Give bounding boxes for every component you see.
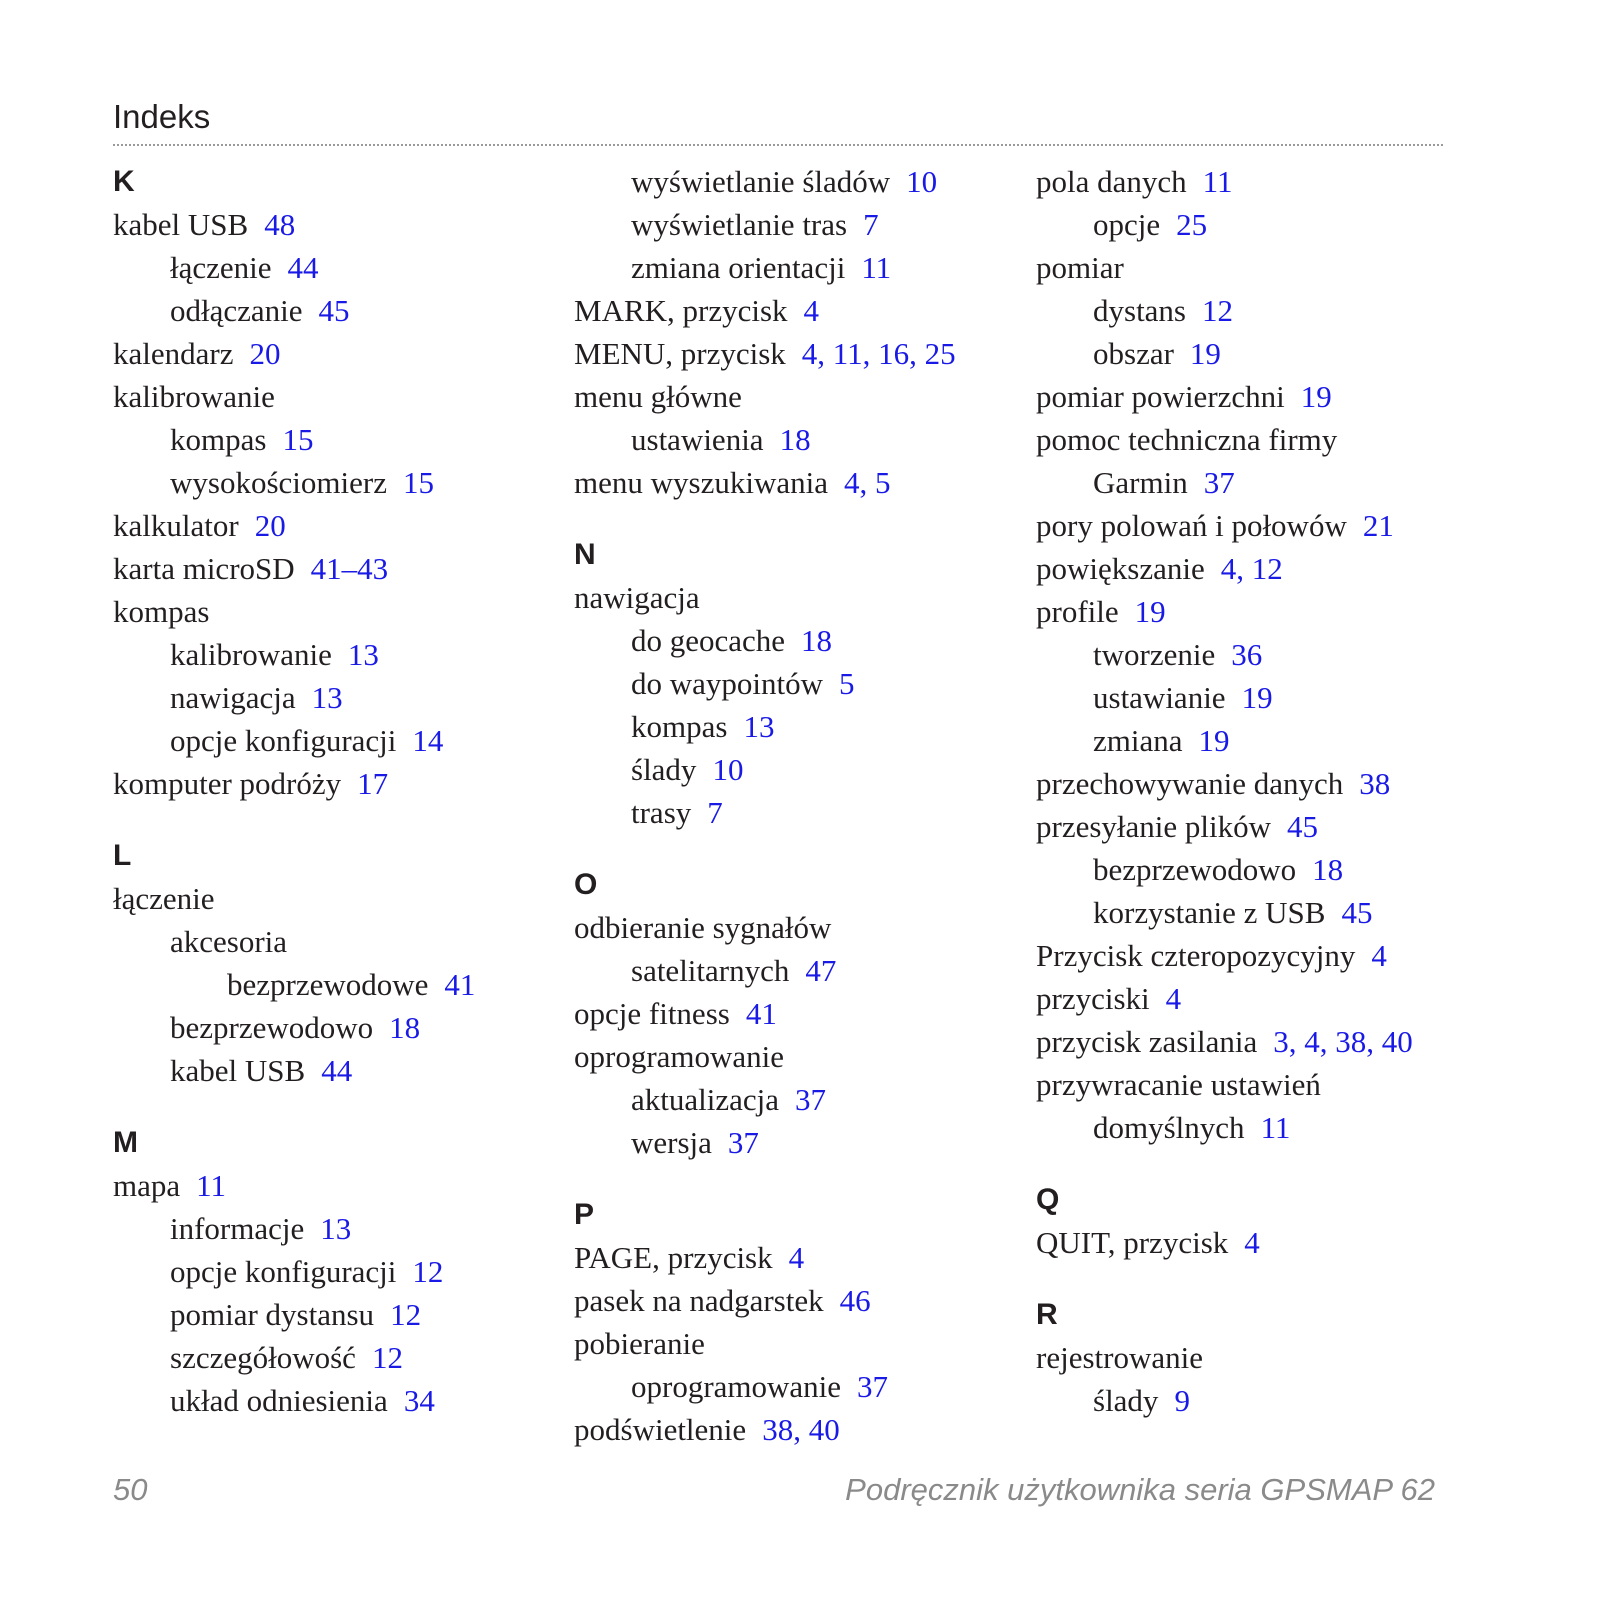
section-gap: [113, 805, 475, 834]
index-term: do waypointów: [631, 666, 824, 701]
index-entry: [113, 1049, 475, 1092]
page-reference-link[interactable]: 19: [1189, 336, 1221, 371]
index-term: MENU, przycisk: [574, 336, 786, 371]
index-entry: [1036, 977, 1413, 1020]
index-entry: [1036, 203, 1413, 246]
index-entry: [113, 289, 475, 332]
index-term: przywracanie ustawień: [1036, 1067, 1321, 1102]
index-term: domyślnych: [1093, 1110, 1245, 1145]
index-term: ustawienia: [631, 422, 764, 457]
page-reference-link[interactable]: 34: [403, 1383, 435, 1418]
index-entry: [574, 1365, 956, 1408]
index-term: bezprzewodowo: [1093, 852, 1297, 887]
page-reference-link[interactable]: 4: [1371, 938, 1387, 973]
index-entry: [113, 963, 475, 1006]
index-entry: [1036, 1221, 1413, 1264]
index-section-letter: M: [113, 1126, 138, 1159]
index-entry: [1036, 1379, 1413, 1422]
index-entry: [1036, 633, 1413, 676]
index-section-letter: N: [574, 538, 596, 571]
index-term: menu główne: [574, 379, 742, 414]
page-reference-link[interactable]: 4: [1165, 981, 1182, 1016]
index-term: pory polowań i połowów: [1036, 508, 1347, 543]
page-reference-link[interactable]: 47: [805, 953, 837, 988]
page-reference-link[interactable]: 12: [1202, 293, 1233, 328]
index-entry: [113, 203, 475, 246]
index-term: bezprzewodowo: [170, 1010, 374, 1045]
index-term: ślady: [631, 752, 697, 787]
footer-manual-title: Podręcznik użytkownika seria GPSMAP 62: [845, 1472, 1435, 1507]
index-entry: [113, 1250, 475, 1293]
index-term: MARK, przycisk: [574, 293, 788, 328]
index-term: menu wyszukiwania: [574, 465, 828, 500]
index-term: karta microSD: [113, 551, 295, 586]
section-gap: [574, 1164, 956, 1193]
section-gap: [113, 1092, 475, 1121]
index-entry: [1036, 375, 1413, 418]
index-term: kabel USB: [170, 1053, 306, 1088]
index-term: do geocache: [631, 623, 786, 658]
page-reference-link[interactable]: 45: [1341, 895, 1373, 930]
index-term: oprogramowanie: [574, 1039, 785, 1074]
index-term: pola danych: [1036, 164, 1187, 199]
index-entry: [1036, 1020, 1413, 1063]
index-term: zmiana: [1093, 723, 1183, 758]
page-reference-link[interactable]: 18: [801, 623, 833, 658]
index-term: opcje konfiguracji: [170, 723, 397, 758]
page-reference-link[interactable]: 13: [320, 1211, 352, 1246]
index-entry: [574, 418, 956, 461]
page-reference-link[interactable]: 11: [861, 250, 892, 285]
page-reference-link[interactable]: 19: [1134, 594, 1166, 629]
index-term: Garmin: [1093, 465, 1188, 500]
section-gap: [574, 834, 956, 863]
page-reference-link[interactable]: 11: [196, 1168, 226, 1203]
index-term: komputer podróży: [113, 766, 342, 801]
index-entry: [1036, 891, 1413, 934]
page-reference-link[interactable]: 12: [371, 1340, 403, 1375]
page-reference-link[interactable]: 21: [1362, 508, 1394, 543]
index-term: obszar: [1093, 336, 1174, 371]
header-divider: [113, 144, 1443, 146]
index-term: pomiar powierzchni: [1036, 379, 1285, 414]
index-term: profile: [1036, 594, 1119, 629]
index-column-3: [1036, 160, 1413, 1422]
index-term: przechowywanie danych: [1036, 766, 1344, 801]
index-entry: [1036, 934, 1413, 977]
section-gap: [1036, 1264, 1413, 1293]
index-entry: [574, 748, 956, 791]
index-entry: [1036, 719, 1413, 762]
index-column-1: [113, 160, 475, 1422]
index-entry: [574, 791, 956, 834]
index-section-letter: K: [113, 165, 135, 198]
index-entry: [1036, 1106, 1413, 1149]
index-term: układ odniesienia: [170, 1383, 388, 1418]
index-entry: [1036, 504, 1413, 547]
index-entry: [1036, 332, 1413, 375]
section-gap: [574, 504, 956, 533]
index-section-letter: Q: [1036, 1183, 1060, 1216]
index-entry: [113, 1207, 475, 1250]
index-term: mapa: [113, 1168, 181, 1203]
page-reference-link[interactable]: 4: [788, 1240, 805, 1275]
index-term: szczegółowość: [170, 1340, 356, 1375]
index-entry: [574, 576, 956, 619]
page-reference-link[interactable]: 7: [863, 207, 879, 242]
index-entry: [113, 877, 475, 920]
index-term: informacje: [170, 1211, 305, 1246]
index-term: pomiar dystansu: [170, 1297, 375, 1332]
index-entry: [1036, 590, 1413, 633]
index-term: Przycisk czteropozycyjny: [1036, 938, 1356, 973]
index-term: nawigacja: [170, 680, 296, 715]
index-term: PAGE, przycisk: [574, 1240, 773, 1275]
page-reference-link[interactable]: 19: [1198, 723, 1230, 758]
page-reference-link[interactable]: 45: [318, 293, 350, 328]
index-section-letter: O: [574, 868, 598, 901]
page-reference-link[interactable]: 36: [1231, 637, 1263, 672]
index-term: akcesoria: [170, 924, 288, 959]
index-entry: [1036, 461, 1413, 504]
index-entry: [574, 662, 956, 705]
index-entry: [574, 1121, 956, 1164]
page-reference-link[interactable]: 37: [727, 1125, 759, 1160]
page-reference-link[interactable]: 41: [745, 996, 777, 1031]
page-reference-link[interactable]: 41–43: [310, 551, 389, 586]
page-reference-link[interactable]: 3, 4, 38, 40: [1273, 1024, 1413, 1059]
index-entry: [574, 1078, 956, 1121]
index-entry: [113, 418, 475, 461]
index-term: ślady: [1093, 1383, 1159, 1418]
index-term: aktualizacja: [631, 1082, 780, 1117]
index-term: pasek na nadgarstek: [574, 1283, 824, 1318]
index-entry: [113, 504, 475, 547]
index-entry: [113, 633, 475, 676]
index-entry: [574, 246, 956, 289]
page-reference-link[interactable]: 19: [1300, 379, 1332, 414]
index-entry: [574, 1035, 956, 1078]
index-term: wyświetlanie tras: [631, 207, 848, 242]
page-reference-link[interactable]: 18: [779, 422, 811, 457]
index-term: pomiar: [1036, 250, 1124, 285]
page-reference-link[interactable]: 12: [412, 1254, 444, 1289]
index-column-2: [574, 160, 956, 1451]
index-entry: [574, 160, 956, 203]
index-entry: [574, 1279, 956, 1322]
index-entry: [1036, 1336, 1413, 1379]
page-reference-link[interactable]: 48: [264, 207, 296, 242]
index-term: wysokościomierz: [170, 465, 387, 500]
page-reference-link[interactable]: 37: [1203, 465, 1235, 500]
index-entry: [574, 1408, 956, 1451]
index-term: bezprzewodowe: [227, 967, 429, 1002]
page-reference-link[interactable]: 38: [1359, 766, 1391, 801]
index-entry: [1036, 418, 1413, 461]
index-section-letter: L: [113, 839, 132, 872]
index-term: kalendarz: [113, 336, 234, 371]
page-reference-link[interactable]: 9: [1174, 1383, 1190, 1418]
index-section-letter: P: [574, 1198, 595, 1231]
page-reference-link[interactable]: 13: [347, 637, 379, 672]
index-term: przesyłanie plików: [1036, 809, 1272, 844]
index-entry: [1036, 762, 1413, 805]
index-term: kalibrowanie: [170, 637, 332, 672]
index-term: łączenie: [113, 881, 215, 916]
index-entry: [574, 461, 956, 504]
index-term: kompas: [170, 422, 267, 457]
page-reference-link[interactable]: 46: [839, 1283, 871, 1318]
page-reference-link[interactable]: 41: [444, 967, 476, 1002]
index-entry: [113, 1379, 475, 1422]
page-reference-link[interactable]: 25: [1176, 207, 1208, 242]
index-term: ustawianie: [1093, 680, 1226, 715]
index-entry: [113, 920, 475, 963]
index-entry: [574, 203, 956, 246]
page-reference-link[interactable]: 37: [795, 1082, 827, 1117]
page-reference-link[interactable]: 18: [1312, 852, 1344, 887]
page-reference-link[interactable]: 17: [357, 766, 389, 801]
page-reference-link[interactable]: 13: [743, 709, 775, 744]
index-entry: [1036, 289, 1413, 332]
index-entry: [1036, 547, 1413, 590]
index-term: QUIT, przycisk: [1036, 1225, 1229, 1260]
page-reference-link[interactable]: 4, 11, 16, 25: [801, 336, 956, 371]
index-term: odłączanie: [170, 293, 303, 328]
index-term: przyciski: [1036, 981, 1150, 1016]
index-entry: [574, 906, 956, 949]
index-entry: [1036, 246, 1413, 289]
index-entry: [1036, 1063, 1413, 1106]
index-term: opcje konfiguracji: [170, 1254, 397, 1289]
index-term: odbieranie sygnałów: [574, 910, 832, 945]
page-reference-link[interactable]: 38, 40: [762, 1412, 840, 1447]
page-reference-link[interactable]: 4: [803, 293, 820, 328]
index-entry: [113, 375, 475, 418]
page-reference-link[interactable]: 7: [707, 795, 723, 830]
index-term: opcje: [1093, 207, 1161, 242]
index-term: pobieranie: [574, 1326, 705, 1361]
page-reference-link[interactable]: 14: [412, 723, 444, 758]
index-term: łączenie: [170, 250, 272, 285]
index-entry: [113, 246, 475, 289]
index-term: podświetlenie: [574, 1412, 747, 1447]
index-term: wyświetlanie śladów: [631, 164, 891, 199]
index-term: zmiana orientacji: [631, 250, 846, 285]
page-reference-link[interactable]: 4, 12: [1220, 551, 1283, 586]
page-number: 50: [113, 1472, 148, 1507]
index-entry: [113, 676, 475, 719]
index-term: korzystanie z USB: [1093, 895, 1326, 930]
index-entry: [574, 375, 956, 418]
page-reference-link[interactable]: 15: [282, 422, 314, 457]
index-term: dystans: [1093, 293, 1186, 328]
index-section-letter: R: [1036, 1298, 1058, 1331]
index-entry: [1036, 160, 1413, 203]
index-entry: [113, 1164, 475, 1207]
page-reference-link[interactable]: 18: [389, 1010, 421, 1045]
index-term: rejestrowanie: [1036, 1340, 1203, 1375]
page-reference-link[interactable]: 20: [249, 336, 281, 371]
index-entry: [574, 1322, 956, 1365]
index-term: przycisk zasilania: [1036, 1024, 1258, 1059]
page-reference-link[interactable]: 19: [1241, 680, 1273, 715]
page-reference-link[interactable]: 11: [1202, 164, 1233, 199]
index-term: kalibrowanie: [113, 379, 275, 414]
index-entry: [113, 762, 475, 805]
index-entry: [574, 619, 956, 662]
index-term: kompas: [631, 709, 728, 744]
index-entry: [1036, 805, 1413, 848]
index-term: wersja: [631, 1125, 712, 1160]
index-entry: [574, 1236, 956, 1279]
index-entry: [113, 590, 475, 633]
page-reference-link[interactable]: 5: [839, 666, 855, 701]
index-term: oprogramowanie: [631, 1369, 842, 1404]
index-entry: [574, 992, 956, 1035]
page-reference-link[interactable]: 11: [1260, 1110, 1291, 1145]
page-reference-link[interactable]: 10: [906, 164, 938, 199]
index-entry: [1036, 848, 1413, 891]
page-reference-link[interactable]: 20: [254, 508, 286, 543]
index-entry: [113, 547, 475, 590]
page-reference-link[interactable]: 37: [857, 1369, 889, 1404]
page-reference-link[interactable]: 4, 5: [843, 465, 891, 500]
index-entry: [1036, 676, 1413, 719]
page-reference-link[interactable]: 44: [321, 1053, 353, 1088]
index-entry: [113, 332, 475, 375]
page-reference-link[interactable]: 4: [1244, 1225, 1260, 1260]
index-entry: [113, 461, 475, 504]
page-reference-link[interactable]: 13: [311, 680, 343, 715]
index-term: kalkulator: [113, 508, 239, 543]
index-entry: [113, 719, 475, 762]
page-reference-link[interactable]: 10: [712, 752, 744, 787]
index-entry: [574, 949, 956, 992]
index-term: trasy: [631, 795, 692, 830]
index-term: kabel USB: [113, 207, 249, 242]
page-reference-link[interactable]: 12: [390, 1297, 422, 1332]
index-entry: [574, 705, 956, 748]
page-header-title: Indeks: [113, 98, 211, 135]
page-reference-link[interactable]: 45: [1287, 809, 1319, 844]
index-term: nawigacja: [574, 580, 700, 615]
index-term: tworzenie: [1093, 637, 1216, 672]
index-term: kompas: [113, 594, 210, 629]
index-term: satelitarnych: [631, 953, 790, 988]
index-term: opcje fitness: [574, 996, 730, 1031]
page-reference-link[interactable]: 44: [287, 250, 319, 285]
index-term: powiększanie: [1036, 551, 1205, 586]
index-entry: [113, 1293, 475, 1336]
page-reference-link[interactable]: 15: [402, 465, 434, 500]
index-term: pomoc techniczna firmy: [1036, 422, 1338, 457]
index-entry: [113, 1006, 475, 1049]
index-entry: [574, 289, 956, 332]
section-gap: [1036, 1149, 1413, 1178]
index-entry: [113, 1336, 475, 1379]
index-entry: [574, 332, 956, 375]
